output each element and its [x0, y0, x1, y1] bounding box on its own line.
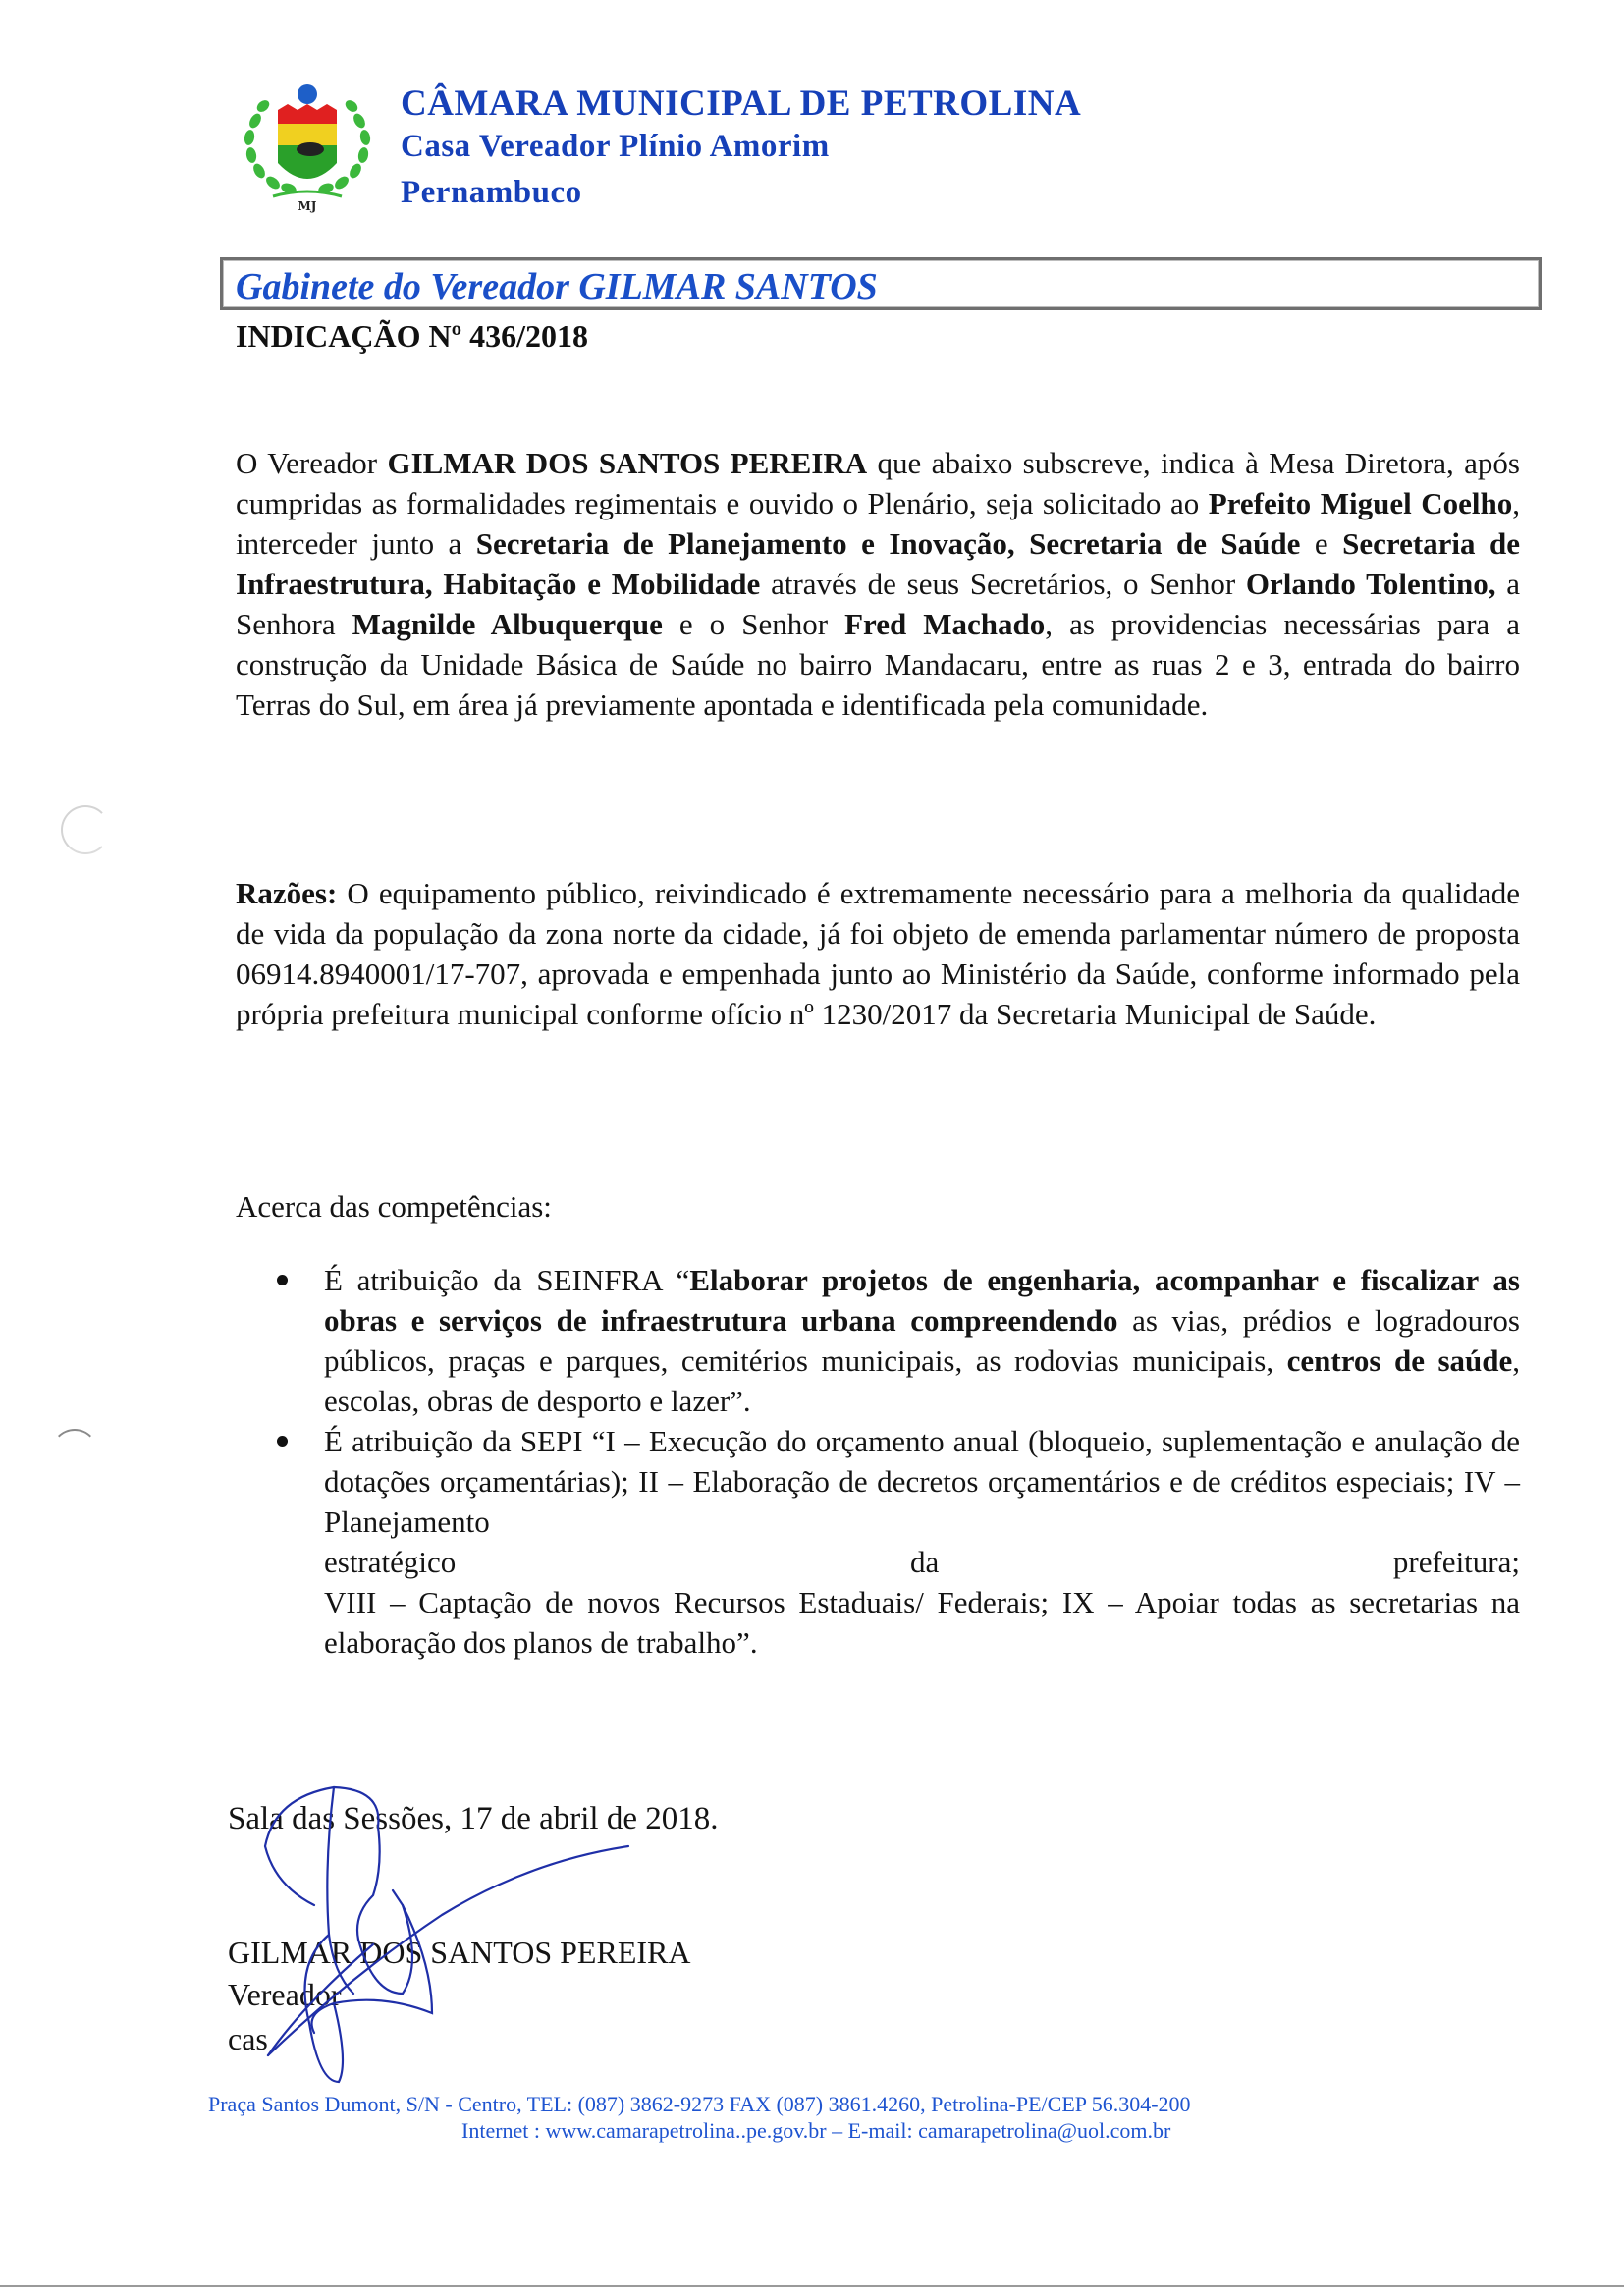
footer-address: Praça Santos Dumont, S/N - Centro, TEL: (087) 3862-9273 FAX (087) 3861.4260, Petrolina-PE/CEP 56.304-200: [208, 2092, 1191, 2116]
text-run: através de seus Secretários, o Senhor: [760, 567, 1246, 601]
reasons-paragraph: [236, 873, 1520, 1034]
house-name: Casa Vereador Plínio Amorim: [401, 129, 830, 164]
text-run: É atribuição da SEINFRA “: [324, 1263, 690, 1297]
document-number: INDICAÇÃO Nº 436/2018: [236, 318, 589, 354]
secretary-name: Fred Machado: [844, 607, 1046, 641]
text-bold: centros de saúde: [1286, 1343, 1513, 1378]
footer-web-contact: Internet : www.camarapetrolina..pe.gov.br – E-mail: camarapetrolina@uol.com.br: [461, 2118, 1171, 2143]
text-run: a Senhora: [236, 567, 1520, 641]
bullet-icon: [277, 1436, 288, 1447]
reasons-label: Razões:: [236, 876, 338, 910]
handwritten-signature: [236, 1768, 687, 2121]
reasons-text: O equipamento público, reivindicado é extremamente necessário para a melhoria da qualidade de vida da população da zona norte da cidade, já foi objeto de emenda parlamentar número de proposta 06914.8940001/17-707, aprovada e empenhada junto ao Ministério da Saúde, conforme informado pela própria prefeitura municipal conforme ofício nº 1230/2017 da Secretaria Municipal de Saúde.: [236, 876, 1520, 1031]
cabinet-title: Gabinete do Vereador GILMAR SANTOS: [236, 266, 878, 307]
signatory-role: Vereador: [228, 1977, 342, 2012]
request-paragraph: [236, 443, 1520, 725]
state-name: Pernambuco: [401, 175, 582, 210]
text-run: , escolas, obras de desporto e lazer”.: [324, 1343, 1520, 1418]
mayor-name: Prefeito Miguel Coelho: [1208, 486, 1513, 520]
secretary-name: Orlando Tolentino,: [1245, 567, 1496, 601]
secretariat-infrastructure: Secretaria de Infraestrutura, Habitação e Mobilidade: [236, 526, 1520, 601]
institution-title: CÂMARA MUNICIPAL DE PETROLINA: [401, 83, 1082, 124]
text-run: , interceder junto a: [236, 486, 1520, 561]
typist-initials: cas: [228, 2021, 268, 2056]
text-run: O Vereador: [236, 446, 388, 480]
signatory-name: GILMAR DOS SANTOS PEREIRA: [228, 1935, 691, 1970]
globe-icon: [298, 84, 317, 104]
text-bold: Elaborar projetos de engenharia, acompanhar e fiscalizar as obras e serviços de infraestrutura urbana compreendendo: [324, 1263, 1520, 1338]
competencias-list: [277, 1260, 1520, 1663]
punch-hole-mark: [61, 805, 110, 854]
coat-of-arms-logo: [234, 77, 381, 214]
text-run: VIII – Captação de novos Recursos Estaduais/ Federais; IX – Apoiar todas as secretarias na elaboração dos planos de trabalho”.: [324, 1585, 1520, 1660]
bullet-icon: [277, 1275, 288, 1285]
text-run: as vias, prédios e logradouros públicos, praças e parques, cemitérios municipais, as rodovias municipais,: [324, 1303, 1520, 1378]
secretariats: Secretaria de Planejamento e Inovação, Secretaria de Saúde: [475, 526, 1301, 561]
text-run: da: [909, 1545, 940, 1579]
councilor-name: GILMAR DOS SANTOS PEREIRA: [387, 446, 868, 480]
scan-edge-line: [0, 2285, 1624, 2287]
list-item: [324, 1421, 1520, 1663]
svg-text:MJ: MJ: [298, 199, 317, 213]
list-item: [324, 1260, 1520, 1421]
text-run: estratégico: [324, 1545, 457, 1579]
text-run: que abaixo subscreve, indica à Mesa Diretora, após cumpridas as formalidades regimentais e ouvido o Plenário, seja solicitado ao: [236, 446, 1521, 520]
spread-line: [324, 1542, 1520, 1582]
text-run: prefeitura;: [1392, 1545, 1520, 1579]
punch-hole-mark: [51, 1429, 98, 1476]
text-run: e o Senhor: [662, 607, 845, 641]
competencias-intro: Acerca das competências:: [236, 1189, 552, 1224]
text-run: e: [1300, 526, 1343, 561]
text-run: É atribuição da SEPI “I – Execução do orçamento anual (bloqueio, suplementação e anulação de dotações orçamentárias); II – Elaboração de decretos orçamentários e de créditos especiais; IV – Planejamento: [324, 1424, 1520, 1539]
text-run: , as providencias necessárias para a construção da Unidade Básica de Saúde no bairro Mandacaru, entre as ruas 2 e 3, entrada do bairro Terras do Sul, em área já previamente apontada e identificada pela comunidade.: [236, 607, 1520, 722]
closing-date: Sala das Sessões, 17 de abril de 2018.: [228, 1801, 719, 1836]
secretary-name: Magnilde Albuquerque: [352, 607, 663, 641]
